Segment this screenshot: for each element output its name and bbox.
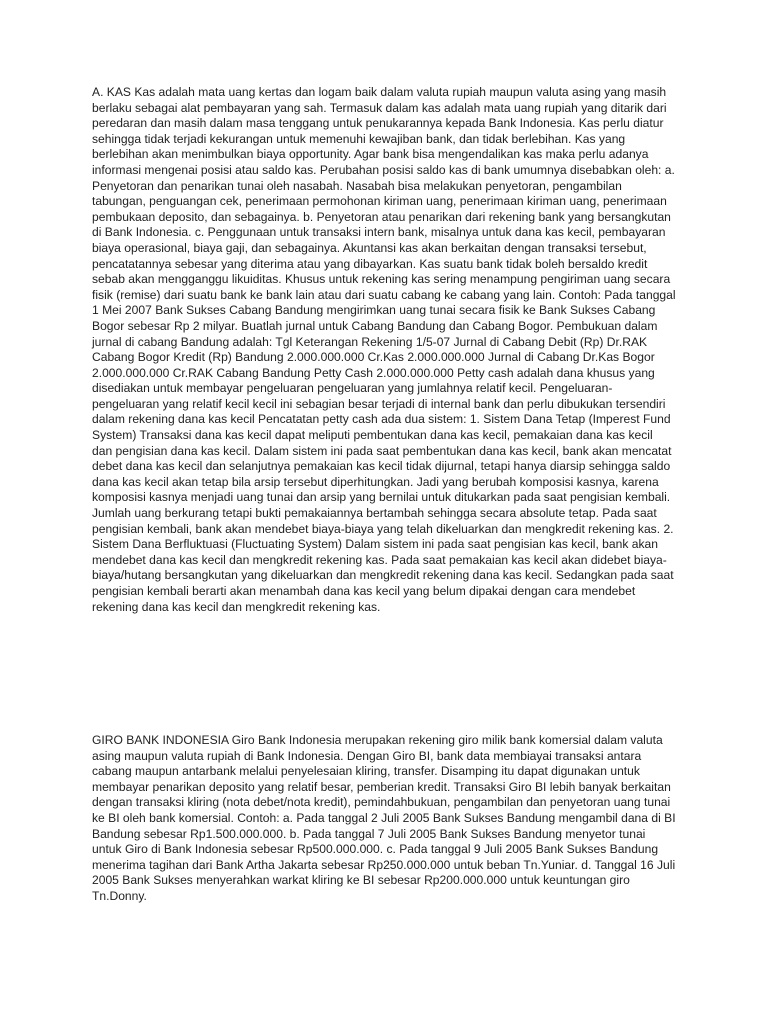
paragraph-kas: A. KAS Kas adalah mata uang kertas dan logam baik dalam valuta rupiah maupun valuta asing yang masih berlaku sebagai alat pembayaran yang sah. Termasuk dalam kas adalah mata uang rupiah yang ditarik dari peredaran dan masih dalam masa tenggang untuk penukarannya kepada Bank Indonesia. Kas perlu diatur sehingga tidak terjadi kekurangan untuk memenuhi kewajiban bank, dan tidak berlebihan. Kas yang berlebihan akan menimbulkan biaya opportunity. Agar bank bisa mengendalikan kas maka perlu adanya informasi mengenai posisi atau saldo kas. Perubahan posisi saldo kas di bank umumnya disebabkan oleh: a. Penyetoran dan penarikan tunai oleh nasabah. Nasabah bisa melakukan penyetoran, pengambilan tabungan, penguangan cek, penerimaan permohonan kiriman uang, penerimaan kiriman uang, penerimaan pembukaan deposito, dan sebagainya. b. Penyetoran atau penarikan dari rekening bank yang bersangkutan di Bank Indonesia. c. Penggunaan untuk transaksi intern bank, misalnya untuk dana kas kecil, pembayaran biaya operasional, biaya gaji, dan sebagainya. Akuntansi kas akan berkaitan dengan transaksi tersebut, pencatatannya sebesar yang diterima atau yang dibayarkan. Kas suatu bank tidak boleh bersaldo kredit sebab akan mengganggu likuiditas. Khusus untuk rekening kas sering menampung pengiriman uang secara fisik (remise) dari suatu bank ke bank lain atau dari suatu cabang ke cabang yang lain. Contoh: Pada tanggal 1 Mei 2007 Bank Sukses Cabang Bandung mengirimkan uang tunai secara fisik ke Bank Sukses Cabang Bogor sebesar Rp 2 milyar. Buatlah jurnal untuk Cabang Bandung dan Cabang Bogor. Pembukuan dalam jurnal di cabang Bandung adalah: Tgl Keterangan Rekening 1/5-07 Jurnal di Cabang Debit (Rp) Dr.RAK Cabang Bogor Kredit (Rp) Bandung 2.000.000.000 Cr.Kas 2.000.000.000 Jurnal di Cabang Dr.Kas Bogor 2.000.000.000 Cr.RAK Cabang Bandung Petty Cash 2.000.000.000 Petty cash adalah dana khusus yang disediakan untuk membayar pengeluaran pengeluaran yang jumlahnya relatif kecil. Pengeluaran-pengeluaran yang relatif kecil kecil ini sebagian besar terjadi di internal bank dan perlu dibukukan tersendiri dalam rekening dana kas kecil Pencatatan petty cash ada dua sistem: 1. Sistem Dana Tetap (Imperest Fund System) Transaksi dana kas kecil dapat meliputi pembentukan dana kas kecil, pemakaian dana kas kecil dan pengisian dana kas kecil. Dalam sistem ini pada saat pembentukan dana kas kecil, bank akan mencatat debet dana kas kecil dan selanjutnya pemakaian kas kecil tidak dijurnal, tetapi hanya diarsip sehingga saldo dana kas kecil akan tetap bila arsip tersebut diperhitungkan. Jadi yang berubah komposisi kasnya, karena komposisi kasnya menjadi uang tunai dan arsip yang bernilai untuk ditukarkan pada saat pengisian kembali. Jumlah uang berkurang tetapi bukti pemakaiannya bertambah sehingga secara absolute tetap. Pada saat pengisian kembali, bank akan mendebet biaya-biaya yang telah dikeluarkan dan mengkredit rekening kas. 2. Sistem Dana Berfluktuasi (Fluctuating System) Dalam sistem ini pada saat pengisian kas kecil, bank akan mendebet dana kas kecil dan mengkredit rekening kas. Pada saat pemakaian kas kecil akan didebet biaya-biaya/hutang bersangkutan yang dikeluarkan dan mengkredit rekening dana kas kecil. Sedangkan pada saat pengisian kembali berarti akan menambah dana kas kecil yang belum dipakai dengan cara mendebet rekening dana kas kecil dan mengkredit rekening kas. bbox=[92, 85, 676, 614]
paragraph-giro-bank-indonesia: GIRO BANK INDONESIA Giro Bank Indonesia merupakan rekening giro milik bank komersial dalam valuta asing maupun valuta rupiah di Bank Indonesia. Dengan Giro BI, bank data membiayai transaksi antara cabang maupun antarbank melalui penyelesaian kliring, transfer. Disamping itu dapat digunakan untuk membayar penarikan deposito yang relatif besar, pemberian kredit. Transaksi Giro BI lebih banyak berkaitan dengan transaksi kliring (nota debet/nota kredit), pemindahbukuan, pengambilan dan penyetoran uang tunai ke BI oleh bank komersial. Contoh: a. Pada tanggal 2 Juli 2005 Bank Sukses Bandung mengambil dana di BI Bandung sebesar Rp1.500.000.000. b. Pada tanggal 7 Juli 2005 Bank Sukses Bandung menyetor tunai untuk Giro di Bank Indonesia sebesar Rp500.000.000. c. Pada tanggal 9 Juli 2005 Bank Sukses Bandung menerima tagihan dari Bank Artha Jakarta sebesar Rp250.000.000 untuk beban Tn.Yuniar. d. Tanggal 16 Juli 2005 Bank Sukses menyerahkan warkat kliring ke BI sebesar Rp200.000.000 untuk keuntungan giro Tn.Donny. bbox=[92, 733, 676, 903]
